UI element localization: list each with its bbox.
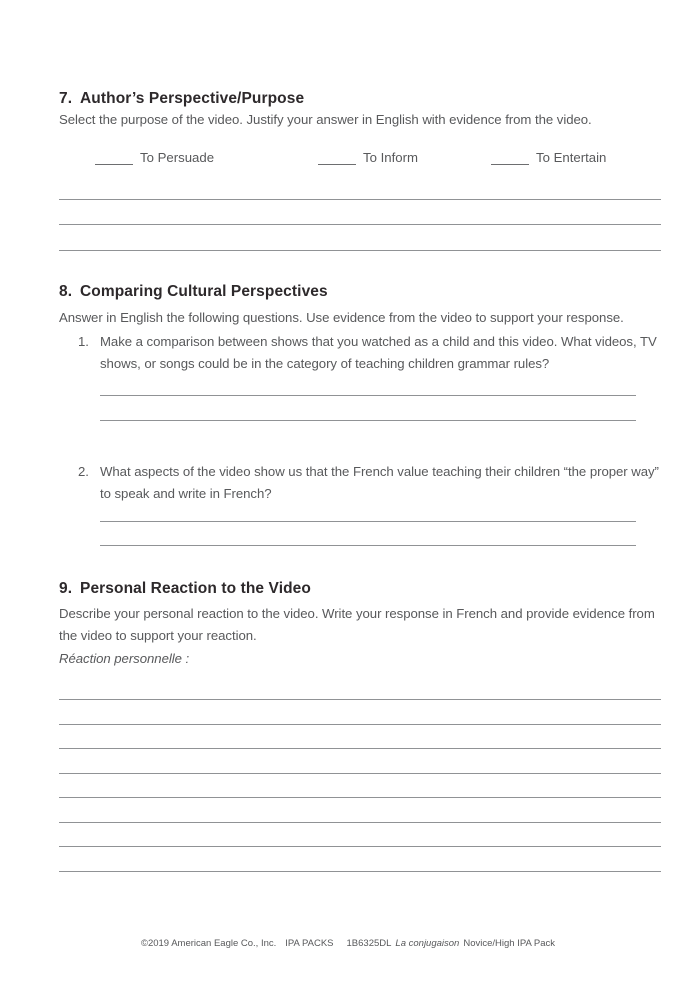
purpose-option-to-entertain: [491, 150, 606, 165]
question-number: 1.: [78, 334, 89, 349]
purpose-option-to-inform: [318, 150, 418, 165]
footer-item-code: 1B6325DL: [346, 938, 392, 949]
answer-line: [100, 497, 636, 522]
answer-blank: [318, 151, 356, 165]
answer-line: [59, 798, 661, 823]
option-label: To Persuade: [140, 150, 215, 165]
answer-lines: [59, 676, 661, 872]
answer-line: [59, 200, 661, 225]
answer-line: [59, 847, 661, 872]
section-instructions: Select the purpose of the video. Justify your answer in English with evidence from the video.: [59, 112, 592, 127]
answer-lines: [100, 372, 636, 421]
option-label: To Entertain: [536, 150, 607, 165]
section-heading-personal-reaction: [59, 580, 661, 597]
answer-line: [100, 372, 636, 397]
answer-line: [59, 175, 661, 200]
answer-line: [59, 774, 661, 799]
section-number: 7.: [59, 90, 73, 107]
reaction-prompt-label: Réaction personnelle :: [59, 651, 190, 666]
answer-lines: [100, 497, 636, 546]
section-number: 8.: [59, 283, 73, 300]
answer-blank: [491, 151, 529, 165]
question-text: Make a comparison between shows that you watched as a child and this video. What videos, TV shows, or songs could be in the category of teaching children grammar rules?: [100, 334, 657, 371]
footer-copyright: ©2019 American Eagle Co., Inc.: [140, 938, 277, 949]
footer-item-title: La conjugaison: [395, 938, 460, 949]
question-1: [78, 331, 661, 374]
answer-line: [59, 676, 661, 701]
answer-line: [59, 725, 661, 750]
footer-series: IPA PACKS: [285, 938, 334, 949]
section-title: Author’s Perspective/Purpose: [80, 90, 305, 107]
page-footer: [0, 938, 696, 950]
section-title: Comparing Cultural Perspectives: [80, 283, 328, 300]
question-number: 2.: [78, 464, 89, 479]
section-instructions: Describe your personal reaction to the video. Write your response in French and provide evidence from the video to support your reaction.: [59, 606, 655, 643]
answer-line: [59, 823, 661, 848]
section-instructions: Answer in English the following questions. Use evidence from the video to support your response.: [59, 310, 624, 325]
answer-line: [100, 396, 636, 421]
answer-line: [59, 700, 661, 725]
answer-line: [100, 522, 636, 547]
purpose-option-to-persuade: [95, 150, 214, 165]
section-title: Personal Reaction to the Video: [80, 580, 311, 597]
section-heading-cultural-perspectives: [59, 283, 661, 300]
question-text: What aspects of the video show us that the French value teaching their children “the proper way” to speak and write in French?: [100, 464, 659, 501]
section-number: 9.: [59, 580, 73, 597]
answer-line: [59, 749, 661, 774]
answer-line: [59, 225, 661, 250]
answer-lines: [59, 175, 661, 251]
answer-blank: [95, 151, 133, 165]
section-heading-authors-perspective: [59, 90, 661, 107]
purpose-options: [0, 150, 696, 168]
footer-item-suffix: Novice/High IPA Pack: [463, 938, 556, 949]
option-label: To Inform: [363, 150, 418, 165]
